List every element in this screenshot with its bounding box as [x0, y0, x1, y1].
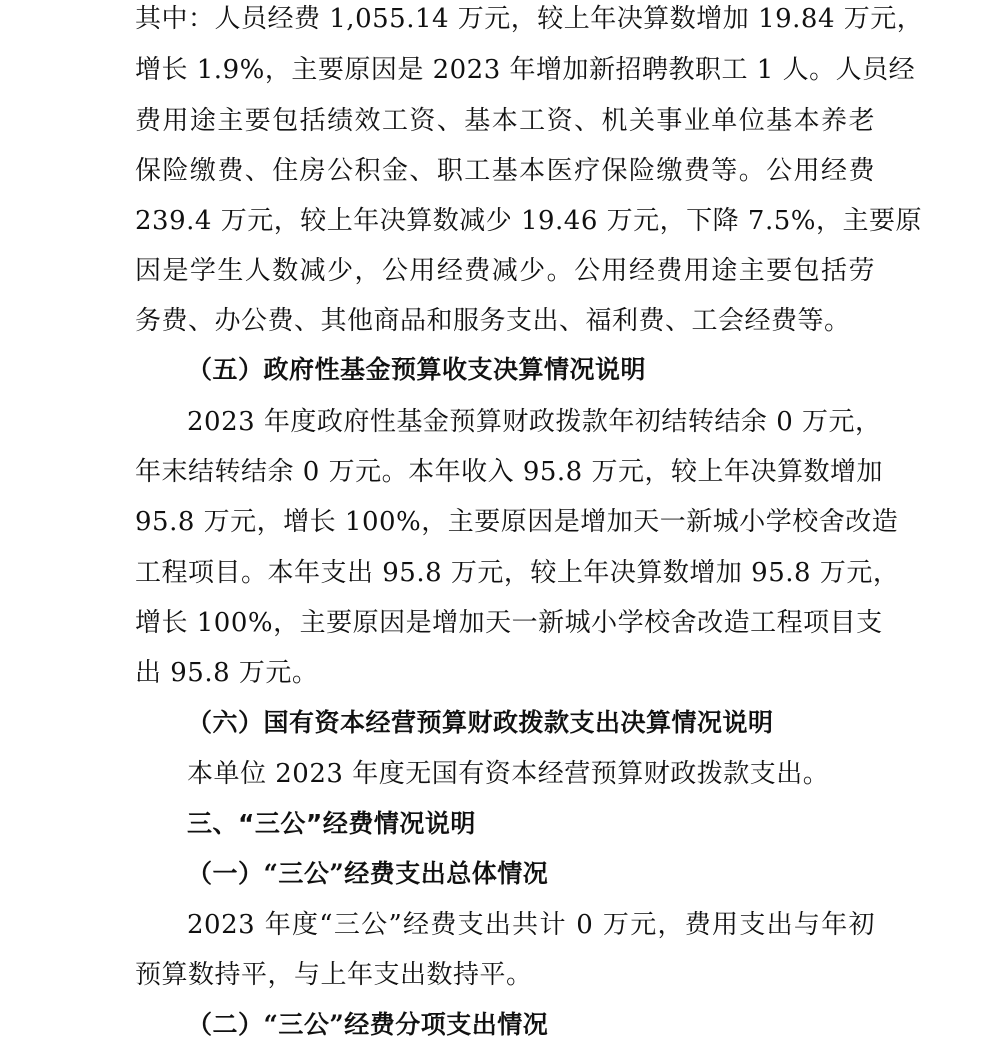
paragraph-line: 工程项目。本年支出 95.8 万元，较上年决算数增加 95.8 万元， — [135, 558, 900, 588]
paragraph-line: 2023 年度政府性基金预算财政拨款年初结转结余 0 万元， — [187, 407, 882, 437]
paragraph-line: 增长 100%，主要原因是增加天一新城小学校舍改造工程项目支 — [135, 608, 883, 638]
paragraph-line: 保险缴费、住房公积金、职工基本医疗保险缴费等。公用经费 — [135, 156, 875, 186]
paragraph-line: 其中：人员经费 1,055.14 万元，较上年决算数增加 19.84 万元， — [135, 4, 924, 34]
subsection-heading-1: （一）“三公”经费支出总体情况 — [187, 859, 549, 888]
section-heading-5: （五）政府性基金预算收支决算情况说明 — [187, 355, 647, 384]
paragraph-line: 2023 年度“三公”经费支出共计 0 万元，费用支出与年初 — [187, 910, 875, 940]
paragraph-line: 年末结转结余 0 万元。本年收入 95.8 万元，较上年决算数增加 — [135, 457, 883, 487]
section-heading-6: （六）国有资本经营预算财政拨款支出决算情况说明 — [187, 708, 774, 737]
section-heading-3: 三、“三公”经费情况说明 — [187, 809, 476, 838]
paragraph-line: 务费、办公费、其他商品和服务支出、福利费、工会经费等。 — [135, 306, 851, 336]
paragraph-line: 增长 1.9%，主要原因是 2023 年增加新招聘教职工 1 人。人员经 — [135, 55, 916, 85]
paragraph-line: 费用途主要包括绩效工资、基本工资、机关事业单位基本养老 — [135, 106, 875, 136]
paragraph-line: 出 95.8 万元。 — [135, 658, 319, 688]
paragraph-line: 本单位 2023 年度无国有资本经营预算财政拨款支出。 — [187, 759, 830, 789]
paragraph-line: 239.4 万元，较上年决算数减少 19.46 万元，下降 7.5%，主要原 — [135, 206, 922, 236]
subsection-heading-2: （二）“三公”经费分项支出情况 — [187, 1010, 549, 1039]
paragraph-line: 因是学生人数减少，公用经费减少。公用经费用途主要包括劳 — [135, 256, 875, 286]
paragraph-line: 预算数持平，与上年支出数持平。 — [135, 960, 533, 990]
paragraph-line: 95.8 万元，增长 100%，主要原因是增加天一新城小学校舍改造 — [135, 507, 899, 537]
